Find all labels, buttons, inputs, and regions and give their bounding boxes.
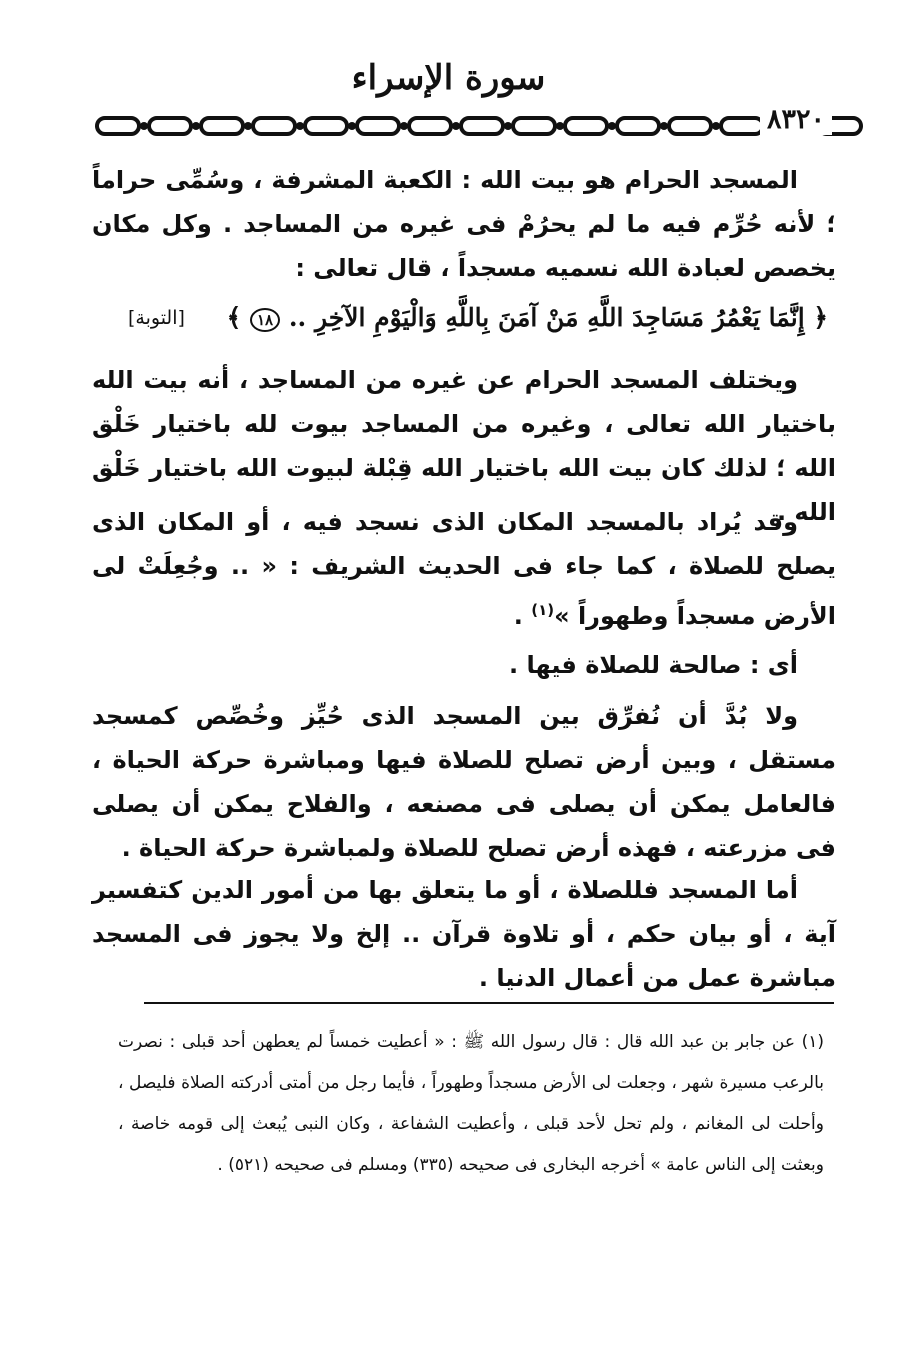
verse-reference: [التوبة] [128, 307, 185, 329]
footnote-marker: (١) [531, 601, 555, 619]
quran-verse [128, 298, 828, 338]
paragraph-3-text: وقد يُراد بالمسجد المكان الذى نسجد فيه ، أو المكان الذى يصلح للصلاة ، كما جاء فى الحديث الشريف : « .. وجُعِلَتْ لى الأرض مسجداً وطهوراً » [92, 508, 836, 630]
paragraph-4: أى : صالحة للصلاة فيها . [509, 651, 798, 679]
paragraph-3 [92, 500, 836, 638]
verse-close: ﴾ [226, 303, 242, 332]
surah-title: سورة الإسراء [351, 58, 546, 98]
paragraph-3-block [92, 500, 836, 638]
paragraph-5-block [92, 694, 836, 870]
paragraph-6-block [92, 868, 836, 1000]
verse-text: ﴿ إِنَّمَا يَعْمُرُ مَسَاجِدَ اللَّهِ مَنْ آمَنَ بِاللَّهِ وَالْيَوْمِ الآخِرِ .. [288, 303, 828, 332]
page-number: ٨٣٢٠ [760, 104, 832, 135]
paragraph-6: أما المسجد فللصلاة ، أو ما يتعلق بها من أمور الدين كتفسير آية ، أو بيان حكم ، أو تلاوة قرآن .. إلخ ولا يجوز فى المسجد مباشرة عمل من أعمال الدنيا . [92, 876, 836, 992]
paragraph-4-block [92, 643, 836, 687]
ornamental-border [95, 112, 863, 140]
footnote: (١) عن جابر بن عبد الله قال : قال رسول الله ﷺ : « أعطيت خمساً لم يعطهن أحد قبلى : نصرت بالرعب مسيرة شهر ، وجعلت لى الأرض مسجداً وطهوراً ، فأيما رجل من أمتى أدركته الصلاة فليصل ، وأحلت لى المغانم ، ولم تحل لأحد قبلى ، وأعطيت الشفاعة ، وكان النبى يُبعث إلى قومه خاصة ، وبعثت إلى الناس عامة » أخرجه البخارى فى صحيحه (٣٣٥) ومسلم فى صحيحه (٥٢١) . [118, 1032, 824, 1175]
paragraph-2: ويختلف المسجد الحرام عن غيره من المساجد ، أنه بيت الله باختيار الله تعالى ، وغيره من المساجد بيوت لله باختيار خَلْق الله ؛ لذلك كان بيت الله باختيار الله قِبْلة لبيوت الله باختيار خَلْق الله . [92, 366, 836, 526]
paragraph-5: ولا بُدَّ أن نُفرِّق بين المسجد الذى حُيِّز وخُصِّص كمسجد مستقل ، وبين أرض تصلح للصلاة فيها ومباشرة حركة الحياة ، فالعامل يمكن أن يصلى فى مصنعه ، والفلاح يمكن أن يصلى فى مزرعته ، فهذه أرض تصلح للصلاة ولمباشرة حركة الحياة . [92, 702, 836, 862]
verse-number: ١٨ [250, 308, 280, 332]
verse-text-wrap [227, 298, 828, 338]
footnote-separator [144, 1002, 834, 1004]
paragraph-1: المسجد الحرام هو بيت الله : الكعبة المشرفة ، وسُمِّى حراماً ؛ لأنه حُرِّم فيه ما لم يحرُمْ فى غيره من المساجد . وكل مكان يخصص لعبادة الله نسميه مسجداً ، قال تعالى : [92, 166, 836, 282]
paragraph-1-block [92, 158, 836, 290]
paragraph-3-end: . [513, 602, 532, 630]
